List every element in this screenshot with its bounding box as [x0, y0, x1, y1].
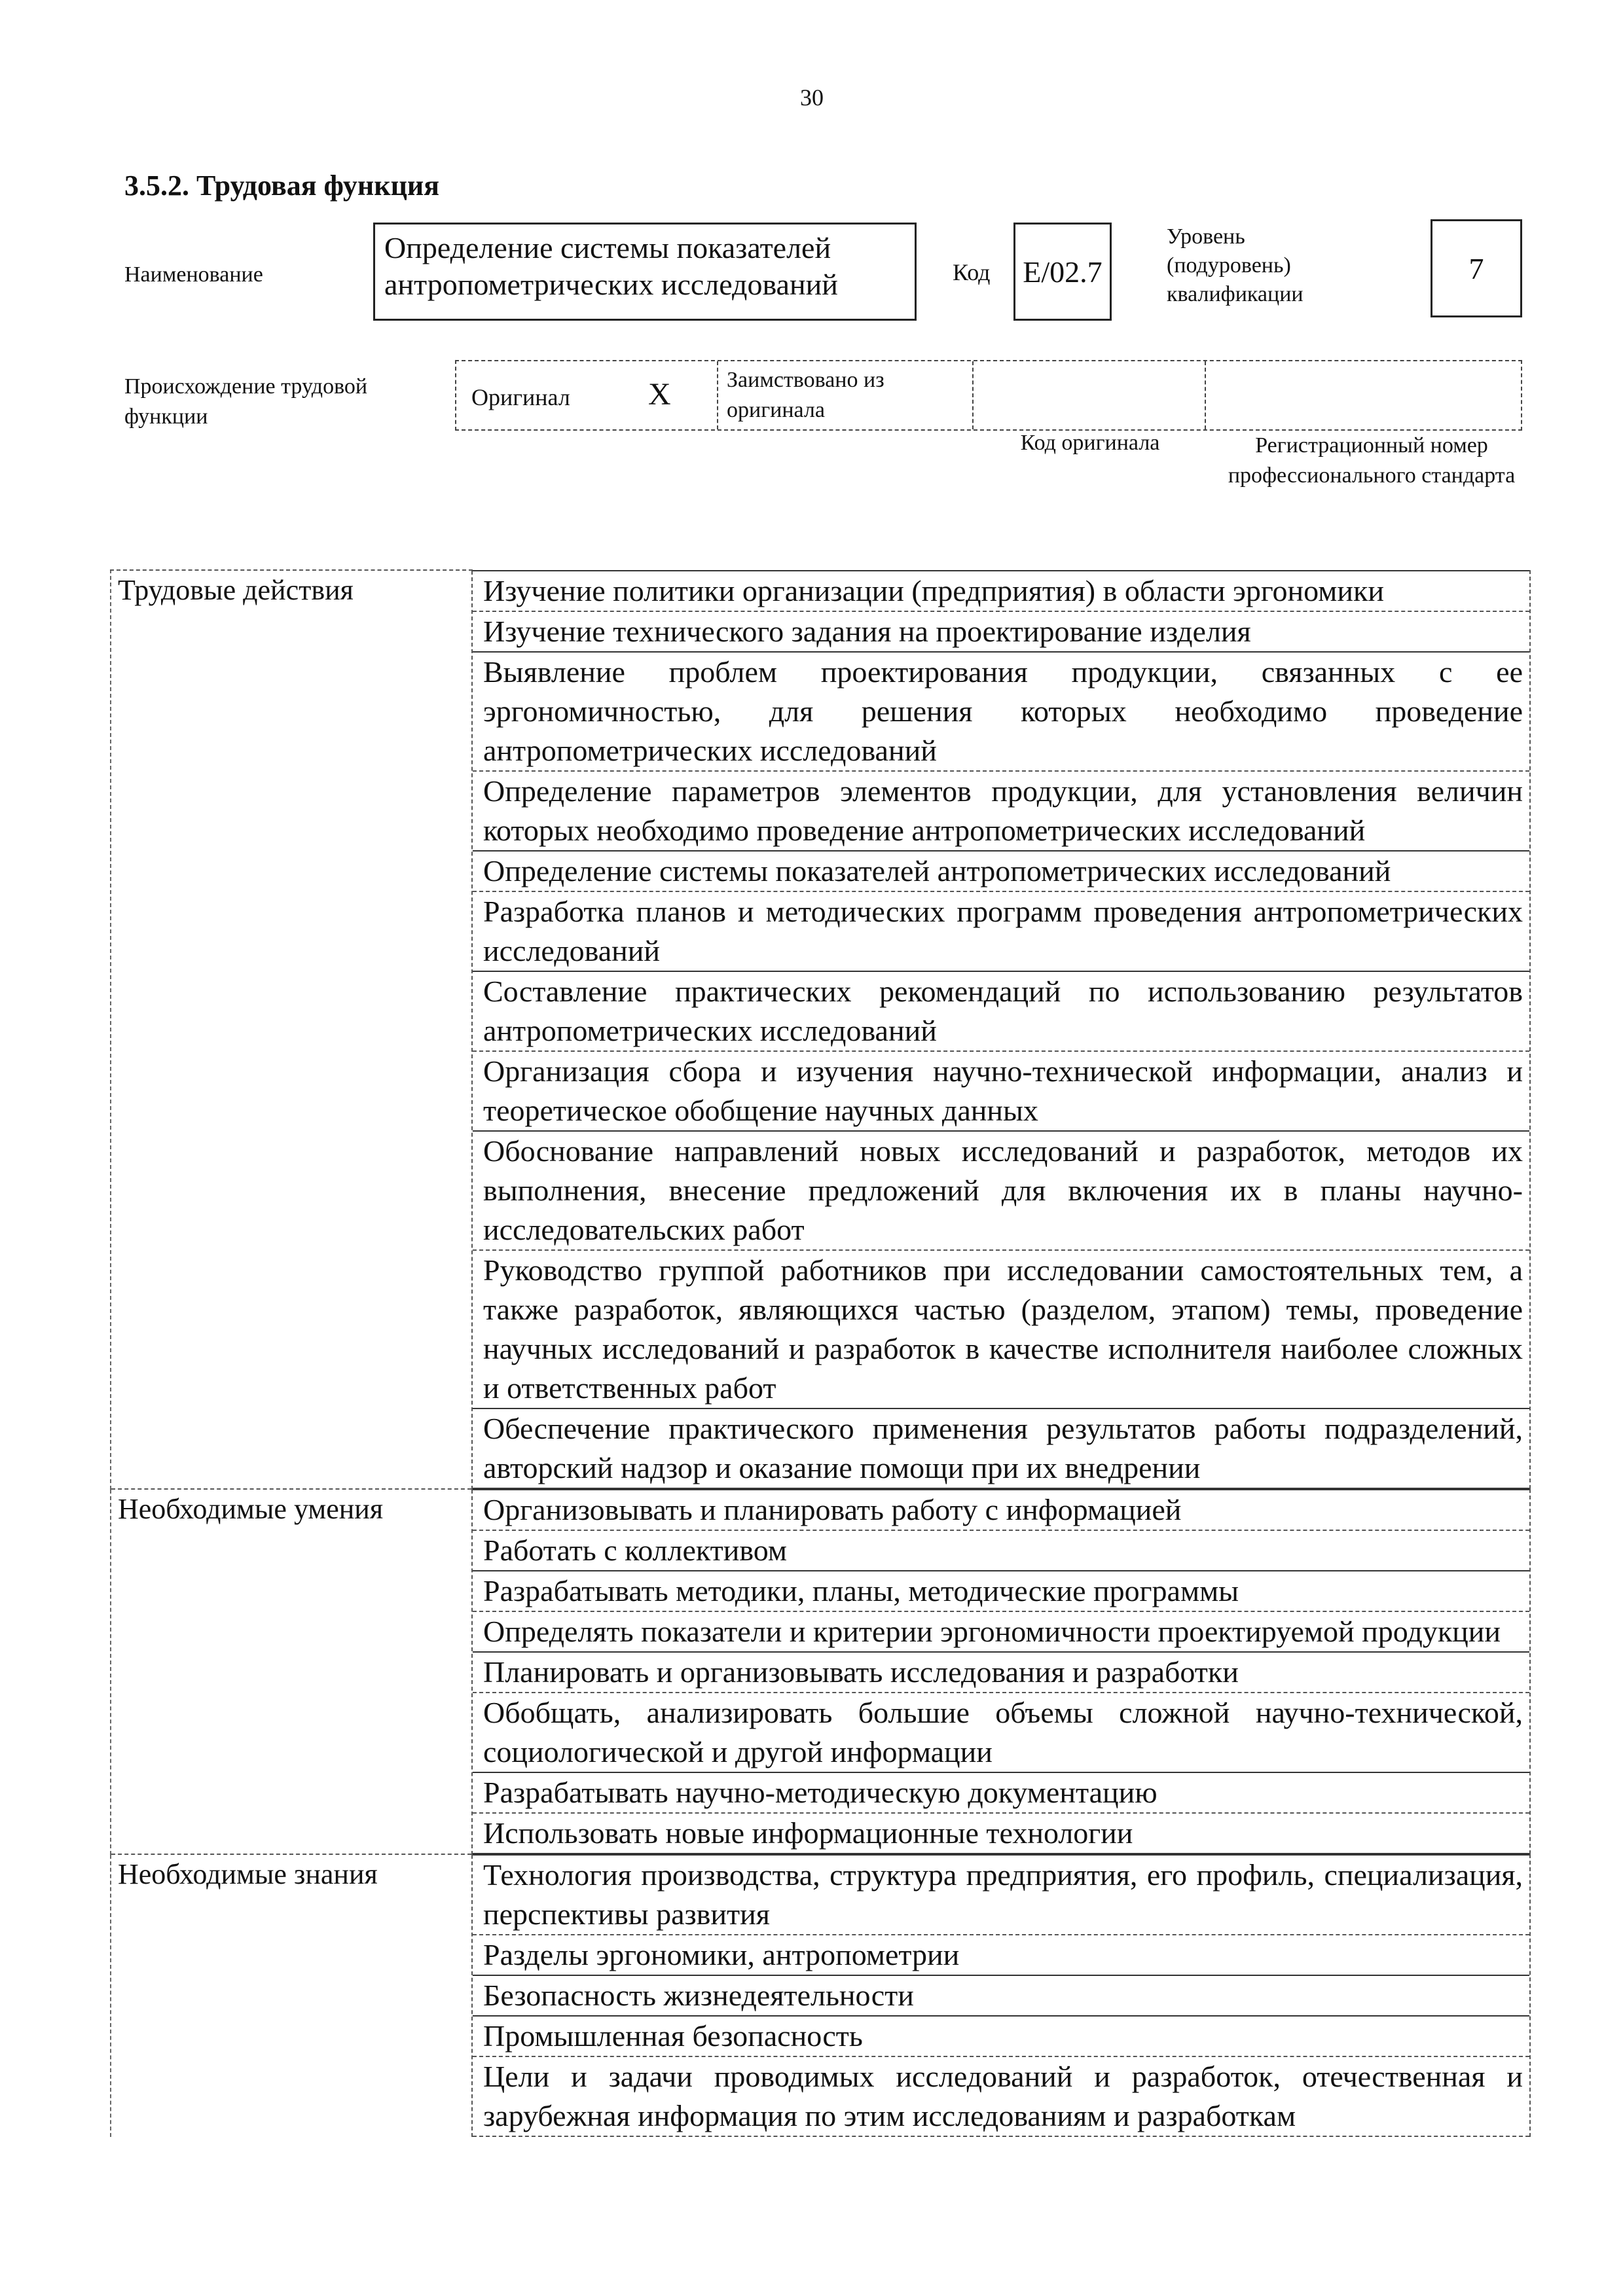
- list-item: Определение параметров элементов продукции, для установления величин которых необходимо проведение антропометрических исследований: [473, 772, 1529, 852]
- page-number: 30: [800, 84, 824, 111]
- list-item: Изучение технического задания на проектирование изделия: [473, 612, 1529, 653]
- list-item: Определение системы показателей антропометрических исследований: [473, 852, 1529, 892]
- origin-row: [455, 360, 1522, 431]
- list-item: Планировать и организовывать исследования и разработки: [473, 1653, 1529, 1693]
- code-value-box: E/02.7: [1013, 223, 1112, 321]
- code-original-label: Код оригинала: [1020, 431, 1160, 455]
- list-item: Обеспечение практического применения результатов работы подразделений, авторский надзор и оказание помощи при их внедрении: [473, 1409, 1529, 1489]
- items-actions: [472, 570, 1530, 1489]
- list-item: Обобщать, анализировать большие объемы сложной научно-технической, социологической и другой информации: [473, 1693, 1529, 1773]
- function-table: [110, 569, 1531, 2137]
- list-item: Составление практических рекомендаций по использованию результатов антропометрических исследований: [473, 972, 1529, 1052]
- category-actions: Трудовые действия: [111, 570, 472, 1489]
- list-item: Разделы эргономики, антропометрии: [473, 1935, 1529, 1976]
- name-label: Наименование: [124, 262, 263, 287]
- list-item: Обоснование направлений новых исследований и разработок, методов их выполнения, внесение предложений для включения их в планы научно-исследовательских работ: [473, 1132, 1529, 1251]
- original-label: Оригинал: [471, 384, 570, 410]
- list-item: Разрабатывать научно-методическую документацию: [473, 1773, 1529, 1814]
- section-row-skills: [111, 1489, 1530, 1854]
- list-item: Разрабатывать методики, планы, методические программы: [473, 1571, 1529, 1612]
- list-item: Организация сбора и изучения научно-технической информации, анализ и теоретическое обобщение научных данных: [473, 1052, 1529, 1132]
- category-skills: Необходимые умения: [111, 1489, 472, 1854]
- original-mark: X: [648, 377, 671, 412]
- origin-cell-code: [974, 361, 1206, 429]
- list-item: Руководство группой работников при исследовании самостоятельных тем, а также разработок, являющихся частью (разделом, этапом) темы, проведение научных исследований и разработок в качестве исполнителя наиболее сложных и ответственных работ: [473, 1251, 1529, 1409]
- list-item: Изучение политики организации (предприятия) в области эргономики: [473, 570, 1529, 612]
- level-value-box: 7: [1431, 219, 1522, 317]
- list-item: Технология производства, структура предприятия, его профиль, специализация, перспективы развития: [473, 1854, 1529, 1935]
- section-row-knowledge: [111, 1854, 1530, 2137]
- reg-number-label: Регистрационный номер профессионального стандарта: [1228, 433, 1516, 488]
- list-item: Определять показатели и критерии эргономичности проектируемой продукции: [473, 1612, 1529, 1653]
- items-knowledge: [472, 1854, 1530, 2137]
- list-item: Цели и задачи проводимых исследований и разработок, отечественная и зарубежная информация по этим исследованиям и разработкам: [473, 2057, 1529, 2137]
- list-item: Промышленная безопасность: [473, 2017, 1529, 2057]
- list-item: Выявление проблем проектирования продукции, связанных с ее эргономичностью, для решения которых необходимо проведение антропометрических исследований: [473, 653, 1529, 772]
- items-skills: [472, 1489, 1530, 1854]
- origin-label: Происхождение трудовой функции: [124, 374, 368, 429]
- list-item: Организовывать и планировать работу с информацией: [473, 1489, 1529, 1531]
- category-knowledge: Необходимые знания: [111, 1854, 472, 2137]
- list-item: Использовать новые информационные технологии: [473, 1814, 1529, 1854]
- code-label: Код: [953, 259, 991, 285]
- borrowed-label: Заимствовано из оригинала: [727, 368, 884, 422]
- section-row-actions: [111, 570, 1530, 1489]
- list-item: Безопасность жизнедеятельности: [473, 1976, 1529, 2017]
- list-item: Разработка планов и методических программ проведения антропометрических исследований: [473, 892, 1529, 972]
- section-title: 3.5.2. Трудовая функция: [124, 170, 440, 202]
- function-name-box: Определение системы показателей антропометрических исследований: [373, 223, 917, 321]
- list-item: Работать с коллективом: [473, 1531, 1529, 1571]
- level-label: Уровень (подуровень) квалификации: [1167, 224, 1304, 306]
